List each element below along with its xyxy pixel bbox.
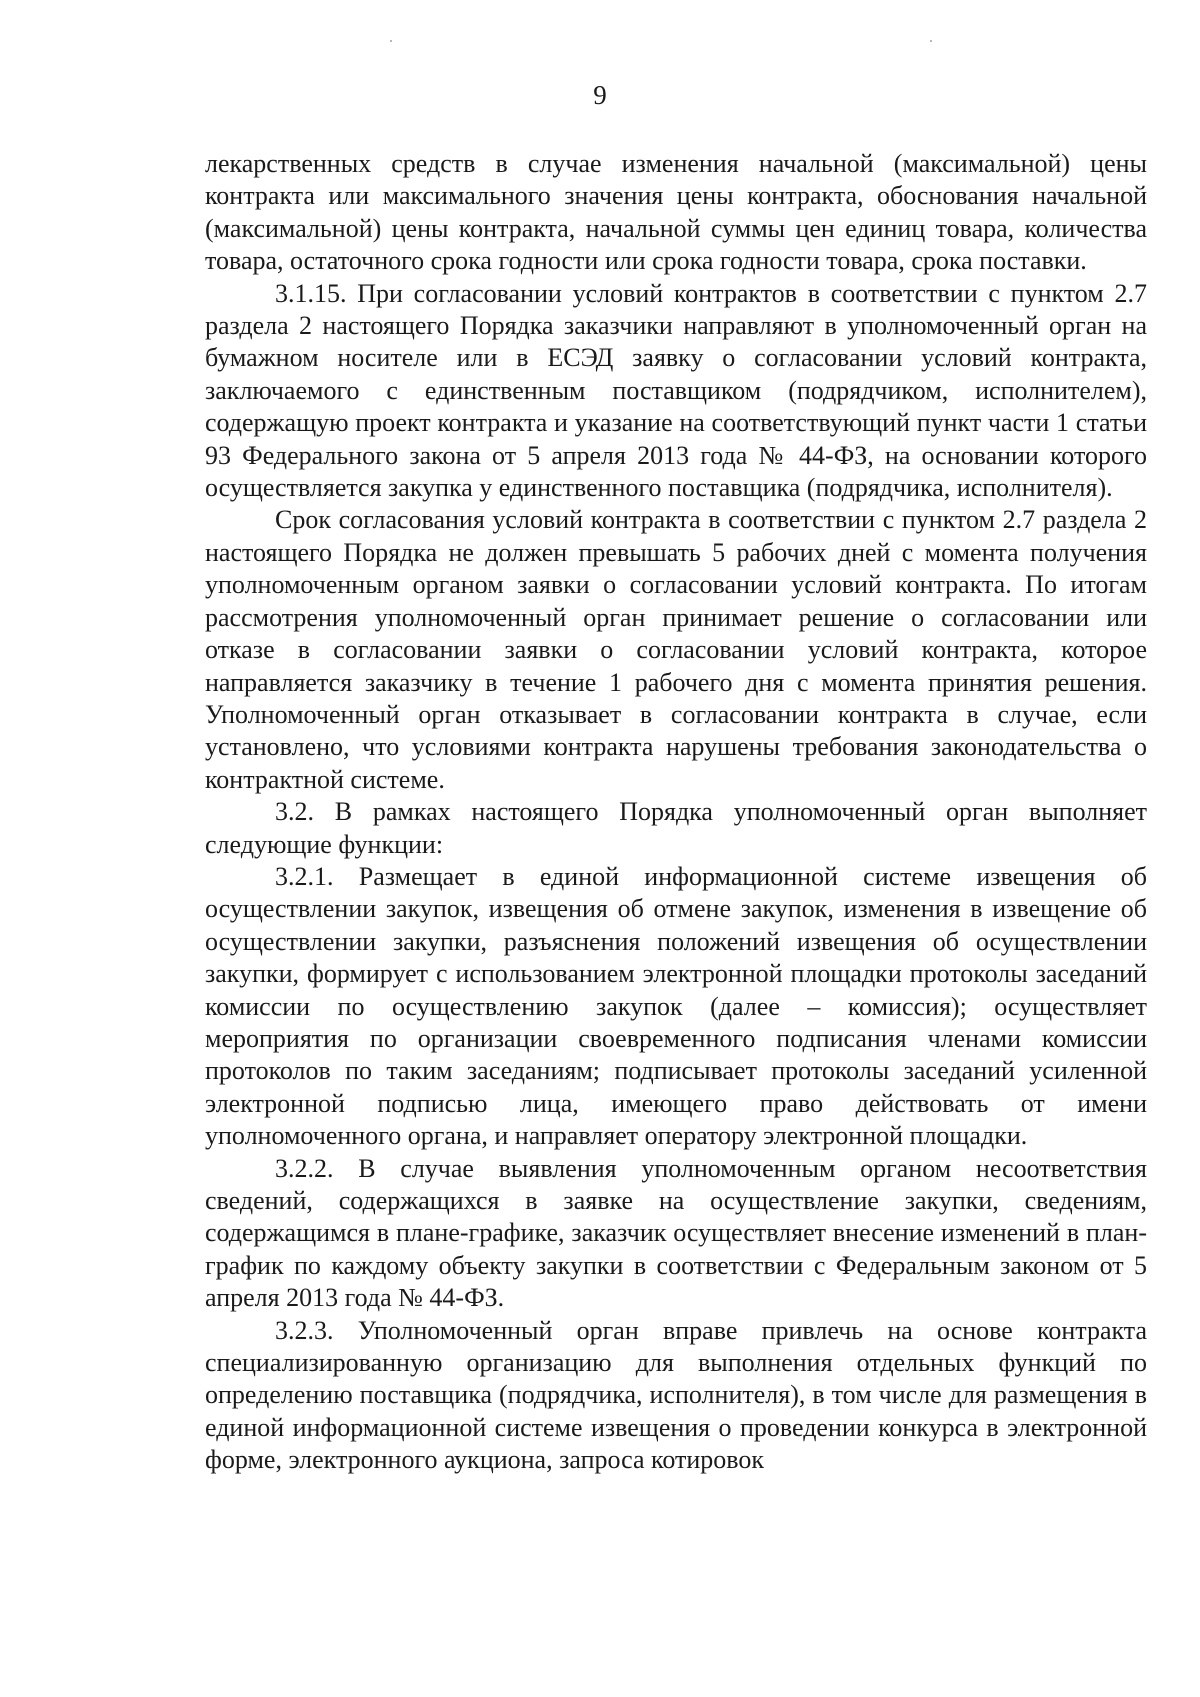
paragraph-3-2-2: 3.2.2. В случае выявления уполномоченным органом несоответствия сведений, содержащихся в заявке на осуществление закупки, сведениям, содержащимся в плане-графике, заказчик осуществляет внесение изменений в план-график по каждому объекту закупки в соответствии с Федеральным законом от 5 апреля 2013 года № 44-ФЗ. bbox=[205, 1153, 1147, 1313]
paragraph-3-1-15: 3.1.15. При согласовании условий контрактов в соответствии с пунктом 2.7 раздела 2 настоящего Порядка заказчики направляют в уполномоченный орган на бумажном носителе или в ЕСЭД заявку о согласовании условий контракта, заключаемого с единственным поставщиком (подрядчиком, исполнителем), содержащую проект контракта и указание на соответствующий пункт части 1 статьи 93 Федерального закона от 5 апреля 2013 года № 44-ФЗ, на основании которого осуществляется закупка у единственного поставщика (подрядчика, исполнителя). bbox=[205, 278, 1147, 503]
page-number: 9 bbox=[593, 80, 607, 110]
paragraph-3-2-1: 3.2.1. Размещает в единой информационной системе извещения об осуществлении закупок, извещения об отмене закупок, изменения в извещение об осуществлении закупки, разъяснения положений извещения об осуществлении закупки, формирует с использованием электронной площадки протоколы заседаний комиссии по осуществлению закупок (далее – комиссия); осуществляет мероприятия по организации своевременного подписания членами комиссии протоколов по таким заседаниям; подписывает протоколы заседаний усиленной электронной подписью лица, имеющего право действовать от имени уполномоченного органа, и направляет оператору электронной площадки. bbox=[205, 861, 1147, 1151]
paragraph-3-2: 3.2. В рамках настоящего Порядка уполномоченный орган выполняет следующие функции: bbox=[205, 797, 1147, 859]
scan-mark-left bbox=[390, 40, 392, 42]
scan-mark-right bbox=[930, 40, 932, 42]
paragraph-approval-term: Срок согласования условий контракта в соответствии с пунктом 2.7 раздела 2 настоящего Порядка не должен превышать 5 рабочих дней с момента получения уполномоченным органом заявки о согласовании условий контракта. По итогам рассмотрения уполномоченный орган принимает решение о согласовании или отказе в согласовании заявки о согласовании условий контракта, которое направляется заказчику в течение 1 рабочего дня с момента принятия решения. Уполномоченный орган отказывает в согласовании контракта в случае, если установлено, что условиями контракта нарушены требования законодательства о контрактной системе. bbox=[205, 505, 1147, 794]
paragraph-continuation: лекарственных средств в случае изменения начальной (максимальной) цены контракта или максимального значения цены контракта, обоснования начальной (максимальной) цены контракта, начальной суммы цен единиц товара, количества товара, остаточного срока годности или срока годности товара, срока поставки. bbox=[205, 149, 1147, 276]
document-body bbox=[205, 148, 1147, 1477]
paragraph-3-2-3: 3.2.3. Уполномоченный орган вправе привлечь на основе контракта специализированную организацию для выполнения отдельных функций по определению поставщика (подрядчика, исполнителя), в том числе для размещения в единой информационной системе извещения о проведении конкурса в электронной форме, электронного аукциона, запроса котировок bbox=[205, 1315, 1147, 1475]
